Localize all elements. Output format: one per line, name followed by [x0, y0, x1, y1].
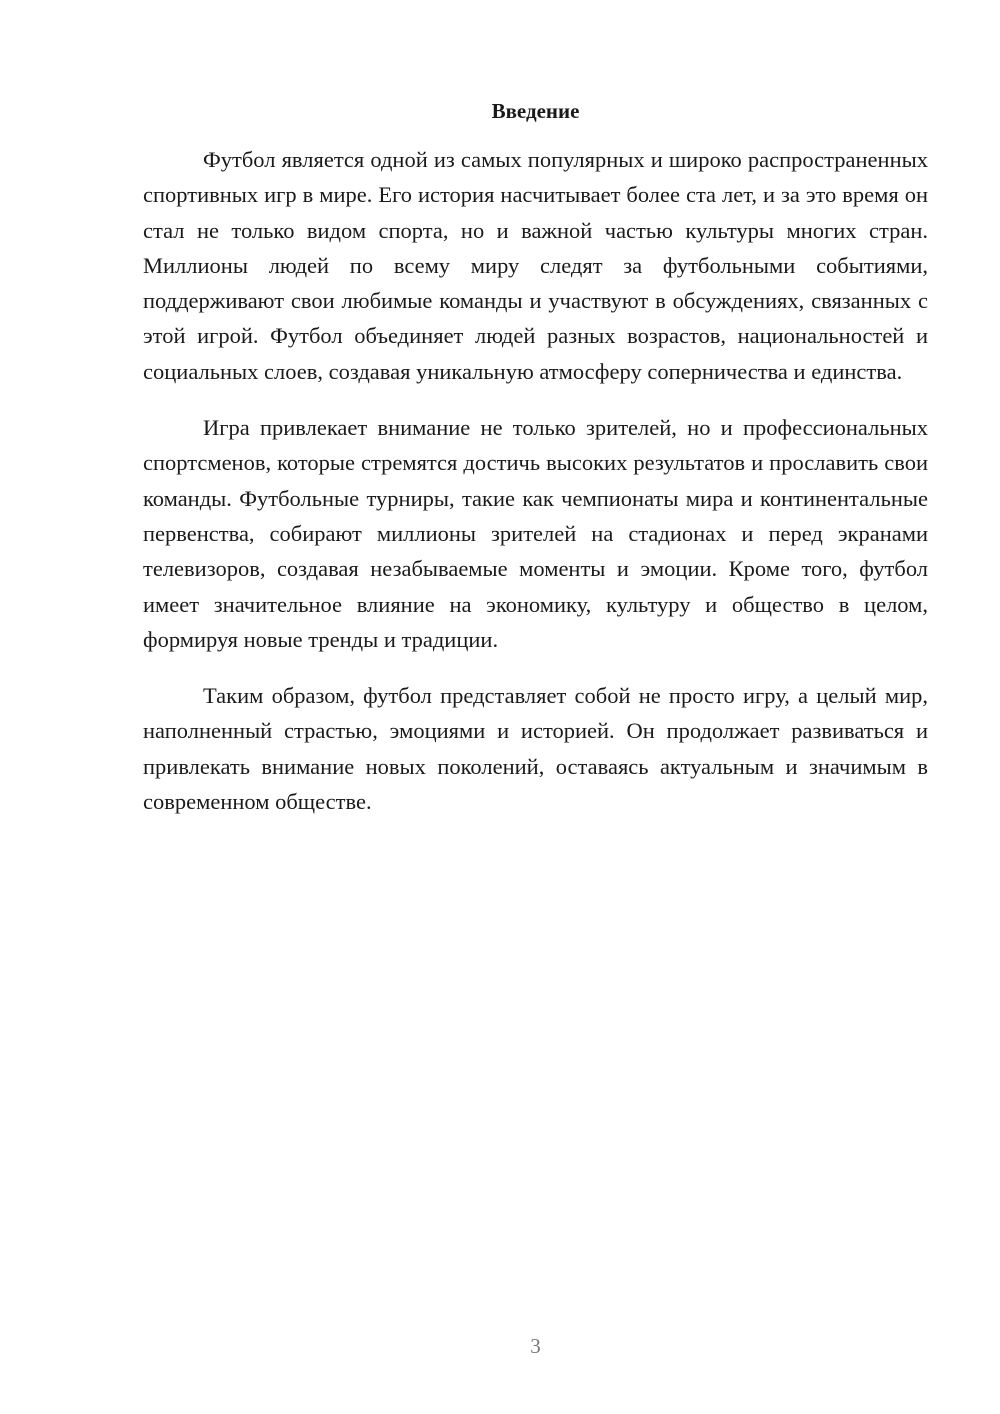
paragraph-3: Таким образом, футбол представляет собой не просто игру, а целый мир, наполненный страстью, эмоциями и историей. Он продолжает развиваться и привлекать внимание новых поколений, оставаясь актуальным и значимым в современном обществе. [143, 683, 928, 815]
paragraph-1: Футбол является одной из самых популярных и широко распространенных спортивных игр в мире. Его история насчитывает более ста лет, и за это время он стал не только видом спорта, но и важной частью культуры многих стран. Миллионы людей по всему миру следят за футбольными событиями, поддерживают свои любимые команды и участвуют в обсуждениях, связанных с этой игрой. Футбол объединяет людей разных возрастов, национальностей и социальных слоев, создавая уникальную атмосферу соперничества и единства. [143, 147, 928, 384]
page-number: 3 [530, 1334, 541, 1358]
page-title: Введение [491, 99, 580, 123]
paragraph-2: Игра привлекает внимание не только зрителей, но и профессиональных спортсменов, которые стремятся достичь высоких результатов и прославить свои команды. Футбольные турниры, такие как чемпионаты мира и континентальные первенства, собирают миллионы зрителей на стадионах и перед экранами телевизоров, создавая незабываемые моменты и эмоции. Кроме того, футбол имеет значительное влияние на экономику, культуру и общество в целом, формируя новые тренды и традиции. [143, 415, 928, 652]
document-body [143, 142, 928, 840]
